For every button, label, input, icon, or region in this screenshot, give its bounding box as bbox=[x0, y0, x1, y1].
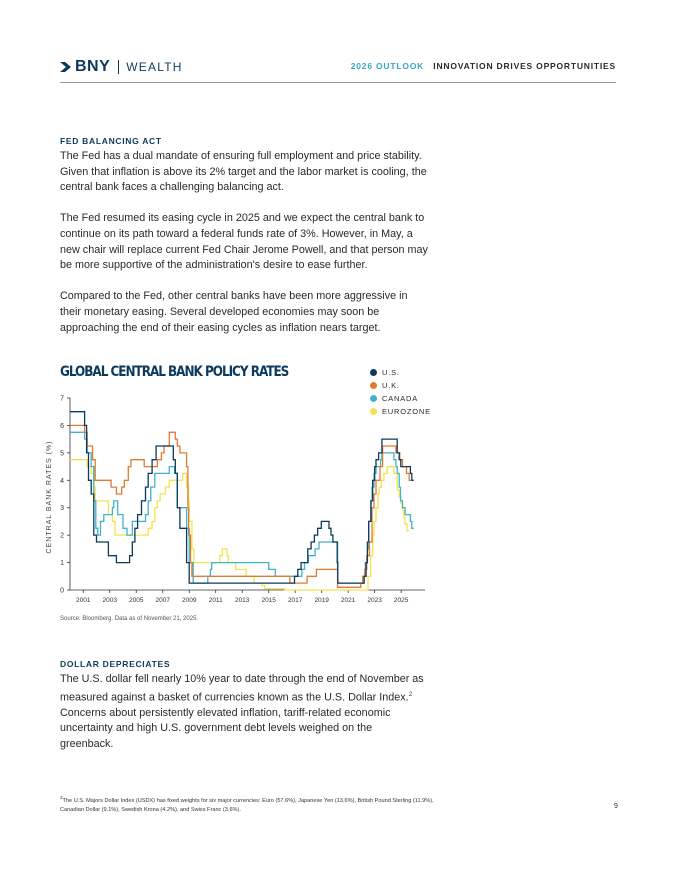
x-tick-label: 2025 bbox=[393, 597, 409, 604]
footnote bbox=[60, 793, 440, 815]
sub-brand-name: WEALTH bbox=[126, 60, 183, 74]
y-tick-label: 0 bbox=[60, 587, 64, 595]
page-number: 9 bbox=[614, 803, 618, 810]
x-tick-label: 2005 bbox=[128, 597, 144, 604]
y-tick-label: 3 bbox=[60, 505, 64, 513]
legend-label: U.S. bbox=[382, 368, 400, 377]
x-tick-label: 2001 bbox=[76, 597, 91, 604]
x-tick-label: 2017 bbox=[287, 597, 303, 604]
page-header bbox=[60, 58, 616, 82]
x-tick-label: 2013 bbox=[234, 597, 250, 604]
x-tick-label: 2007 bbox=[155, 597, 170, 604]
y-axis-label: CENTRAL BANK RATES (%) bbox=[46, 440, 53, 554]
series-line-us bbox=[70, 412, 414, 583]
x-tick-label: 2011 bbox=[208, 597, 223, 604]
paragraph-text: The U.S. dollar fell nearly 10% year to date through the end of November as measured against a basket of currencies known as the U.S. Dollar Index. bbox=[60, 673, 424, 704]
section-heading-dollar: DOLLAR DEPRECIATES bbox=[60, 659, 171, 669]
header-tagline bbox=[351, 61, 616, 71]
header-outlook: 2026 OUTLOOK bbox=[350, 61, 425, 71]
y-tick-label: 4 bbox=[60, 477, 64, 485]
chevron-right-icon bbox=[60, 60, 74, 74]
header-theme: INNOVATION DRIVES OPPORTUNITIES bbox=[433, 61, 616, 71]
x-tick-label: 2021 bbox=[340, 597, 356, 604]
chart-source: Source: Bloomberg. Data as of November 21, 2025. bbox=[60, 616, 199, 622]
footnote-marker: 2 bbox=[60, 795, 63, 800]
x-tick-label: 2019 bbox=[314, 597, 329, 604]
legend-swatch bbox=[370, 369, 377, 376]
fed-body bbox=[60, 149, 428, 336]
section-heading-fed: FED BALANCING ACT bbox=[60, 136, 162, 146]
paragraph: The Fed has a dual mandate of ensuring full employment and price stability. Given that inflation is above its 2% target and the labor market is cooling, the central bank faces a challenging balancing act. bbox=[60, 150, 427, 194]
series-line-canada bbox=[70, 432, 414, 583]
y-tick-label: 6 bbox=[60, 422, 64, 430]
y-tick-label: 2 bbox=[60, 532, 64, 540]
logo-divider bbox=[118, 60, 119, 74]
paragraph: Compared to the Fed, other central banks have been more aggressive in their monetary easing. Several developed economies may soon be approaching the end of their easing cycles as inflation nears target. bbox=[60, 290, 408, 334]
header-divider bbox=[60, 82, 616, 83]
legend-label: EUROZONE bbox=[382, 407, 431, 416]
bny-logo bbox=[60, 58, 183, 76]
legend-item-us bbox=[370, 366, 431, 379]
footnote-ref: 2 bbox=[408, 691, 413, 698]
y-tick-label: 5 bbox=[60, 450, 64, 458]
legend-label: CANADA bbox=[382, 394, 419, 403]
legend-label: U.K. bbox=[382, 381, 400, 390]
policy-rates-chart bbox=[40, 385, 440, 610]
chart-series bbox=[70, 412, 414, 590]
chart-title: GLOBAL CENTRAL BANK POLICY RATES bbox=[60, 364, 289, 380]
brand-name: BNY bbox=[75, 58, 111, 75]
x-tick-label: 2003 bbox=[102, 597, 117, 604]
y-tick-label: 1 bbox=[60, 560, 64, 568]
paragraph-text: Concerns about persistently elevated inflation, tariff-related economic uncertainty and high U.S. government debt levels weighed on the greenback. bbox=[60, 706, 391, 750]
paragraph bbox=[60, 672, 428, 753]
y-tick-label: 7 bbox=[60, 395, 64, 403]
footnote-text: The U.S. Majors Dollar Index (USDX) has fixed weights for six major currencies: Euro (57.6%), Japanese Yen (13.6%), British Pound Sterling (11.9%), Canadian Dollar (9.1%), Swedish Krona (4.2%), and Swiss Franc (3.6%). bbox=[60, 797, 434, 813]
series-line-eurozone bbox=[70, 460, 409, 590]
x-tick-label: 2009 bbox=[181, 597, 197, 604]
x-tick-label: 2023 bbox=[367, 597, 382, 604]
x-tick-label: 2015 bbox=[261, 597, 276, 604]
dollar-body bbox=[60, 672, 428, 753]
paragraph: The Fed resumed its easing cycle in 2025 and we expect the central bank to continue on its path toward a federal funds rate of 3%. However, in May, a new chair will replace current Fed Chair Jerome Powell, and that person may be more supportive of the administration's desire to ease further. bbox=[60, 212, 428, 272]
